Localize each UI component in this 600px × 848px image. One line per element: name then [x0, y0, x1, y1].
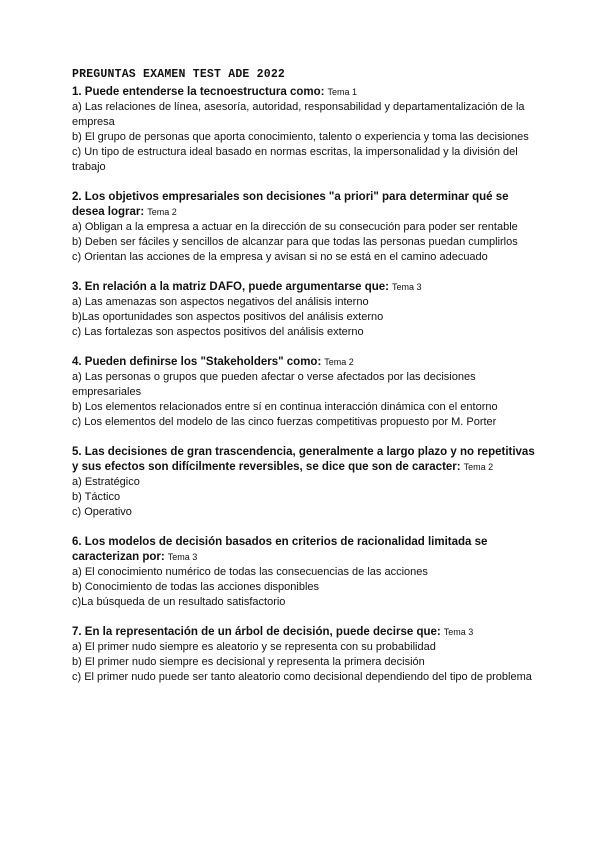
- question-heading: [72, 445, 544, 475]
- question-tema: Tema 3: [443, 627, 474, 637]
- option-a: a) Las personas o grupos que pueden afectar o verse afectados por las decisiones empresariales: [72, 371, 476, 398]
- option-c: c)La búsqueda de un resultado satisfactorio: [72, 596, 286, 608]
- question-heading: [72, 85, 544, 100]
- option-a: a) Las relaciones de línea, asesoría, autoridad, responsabilidad y departamentalización de la empresa: [72, 101, 525, 128]
- question-7: [72, 625, 544, 685]
- option-a: a) Obligan a la empresa a actuar en la dirección de su consecución para poder ser rentable: [72, 221, 518, 233]
- option-b: b) Los elementos relacionados entre sí en continua interacción dinámica con el entorno: [72, 401, 498, 413]
- document-title: PREGUNTAS EXAMEN TEST ADE 2022: [72, 68, 286, 81]
- option-c: c) Operativo: [72, 506, 132, 518]
- question-4: [72, 355, 544, 430]
- option-c: c) Las fortalezas son aspectos positivos del análisis externo: [72, 326, 364, 338]
- option-b: b) Conocimiento de todas las acciones disponibles: [72, 581, 320, 593]
- option-b: b)Las oportunidades son aspectos positivos del análisis externo: [72, 311, 384, 323]
- option-a: a) El primer nudo siempre es aleatorio y se representa con su probabilidad: [72, 641, 436, 653]
- option-c: c) Un tipo de estructura ideal basado en normas escritas, la impersonalidad y la división del trabajo: [72, 146, 518, 173]
- question-text: 5. Las decisiones de gran trascendencia, generalmente a largo plazo y no repetitivas y sus efectos son difícilmente reversibles, se dice que son de caracter:: [72, 446, 535, 473]
- option-b: b) Deben ser fáciles y sencillos de alcanzar para que todas las personas puedan cumplirlos: [72, 236, 518, 248]
- option-a: a) Estratégico: [72, 476, 140, 488]
- option-b: b) El primer nudo siempre es decisional y representa la primera decisión: [72, 656, 425, 668]
- question-heading: [72, 535, 544, 565]
- question-text: 1. Puede entenderse la tecnoestructura como:: [72, 86, 325, 98]
- question-tema: Tema 3: [167, 552, 198, 562]
- question-5: [72, 445, 544, 520]
- option-c: c) Orientan las acciones de la empresa y avisan si no se está en el camino adecuado: [72, 251, 488, 263]
- question-text: 2. Los objetivos empresariales son decisiones "a priori" para determinar qué se desea lograr:: [72, 191, 509, 218]
- option-c: c) El primer nudo puede ser tanto aleatorio como decisional dependiendo del tipo de problema: [72, 671, 532, 683]
- question-text: 4. Pueden definirse los "Stakeholders" como:: [72, 356, 322, 368]
- question-tema: Tema 2: [147, 207, 177, 217]
- question-2: [72, 190, 544, 265]
- question-tema: Tema 2: [463, 462, 494, 472]
- question-6: [72, 535, 544, 610]
- question-heading: [72, 280, 544, 295]
- question-heading: [72, 355, 544, 370]
- option-a: a) El conocimiento numérico de todas las consecuencias de las acciones: [72, 566, 428, 578]
- question-heading: [72, 625, 544, 640]
- option-a: a) Las amenazas son aspectos negativos del análisis interno: [72, 296, 369, 308]
- question-1: [72, 85, 544, 175]
- question-tema: Tema 3: [391, 282, 422, 292]
- question-3: [72, 280, 544, 340]
- question-text: 3. En relación a la matriz DAFO, puede argumentarse que:: [72, 281, 389, 293]
- option-b: b) Táctico: [72, 491, 121, 503]
- question-text: 6. Los modelos de decisión basados en criterios de racionalidad limitada se caracterizan por:: [72, 536, 488, 563]
- question-text: 7. En la representación de un árbol de decisión, puede decirse que:: [72, 626, 441, 638]
- question-tema: Tema 1: [327, 87, 357, 97]
- question-heading: [72, 190, 544, 220]
- option-c: c) Los elementos del modelo de las cinco fuerzas competitivas propuesto por M. Porter: [72, 416, 497, 428]
- option-b: b) El grupo de personas que aporta conocimiento, talento o experiencia y toma las decisiones: [72, 131, 529, 143]
- question-tema: Tema 2: [324, 357, 354, 367]
